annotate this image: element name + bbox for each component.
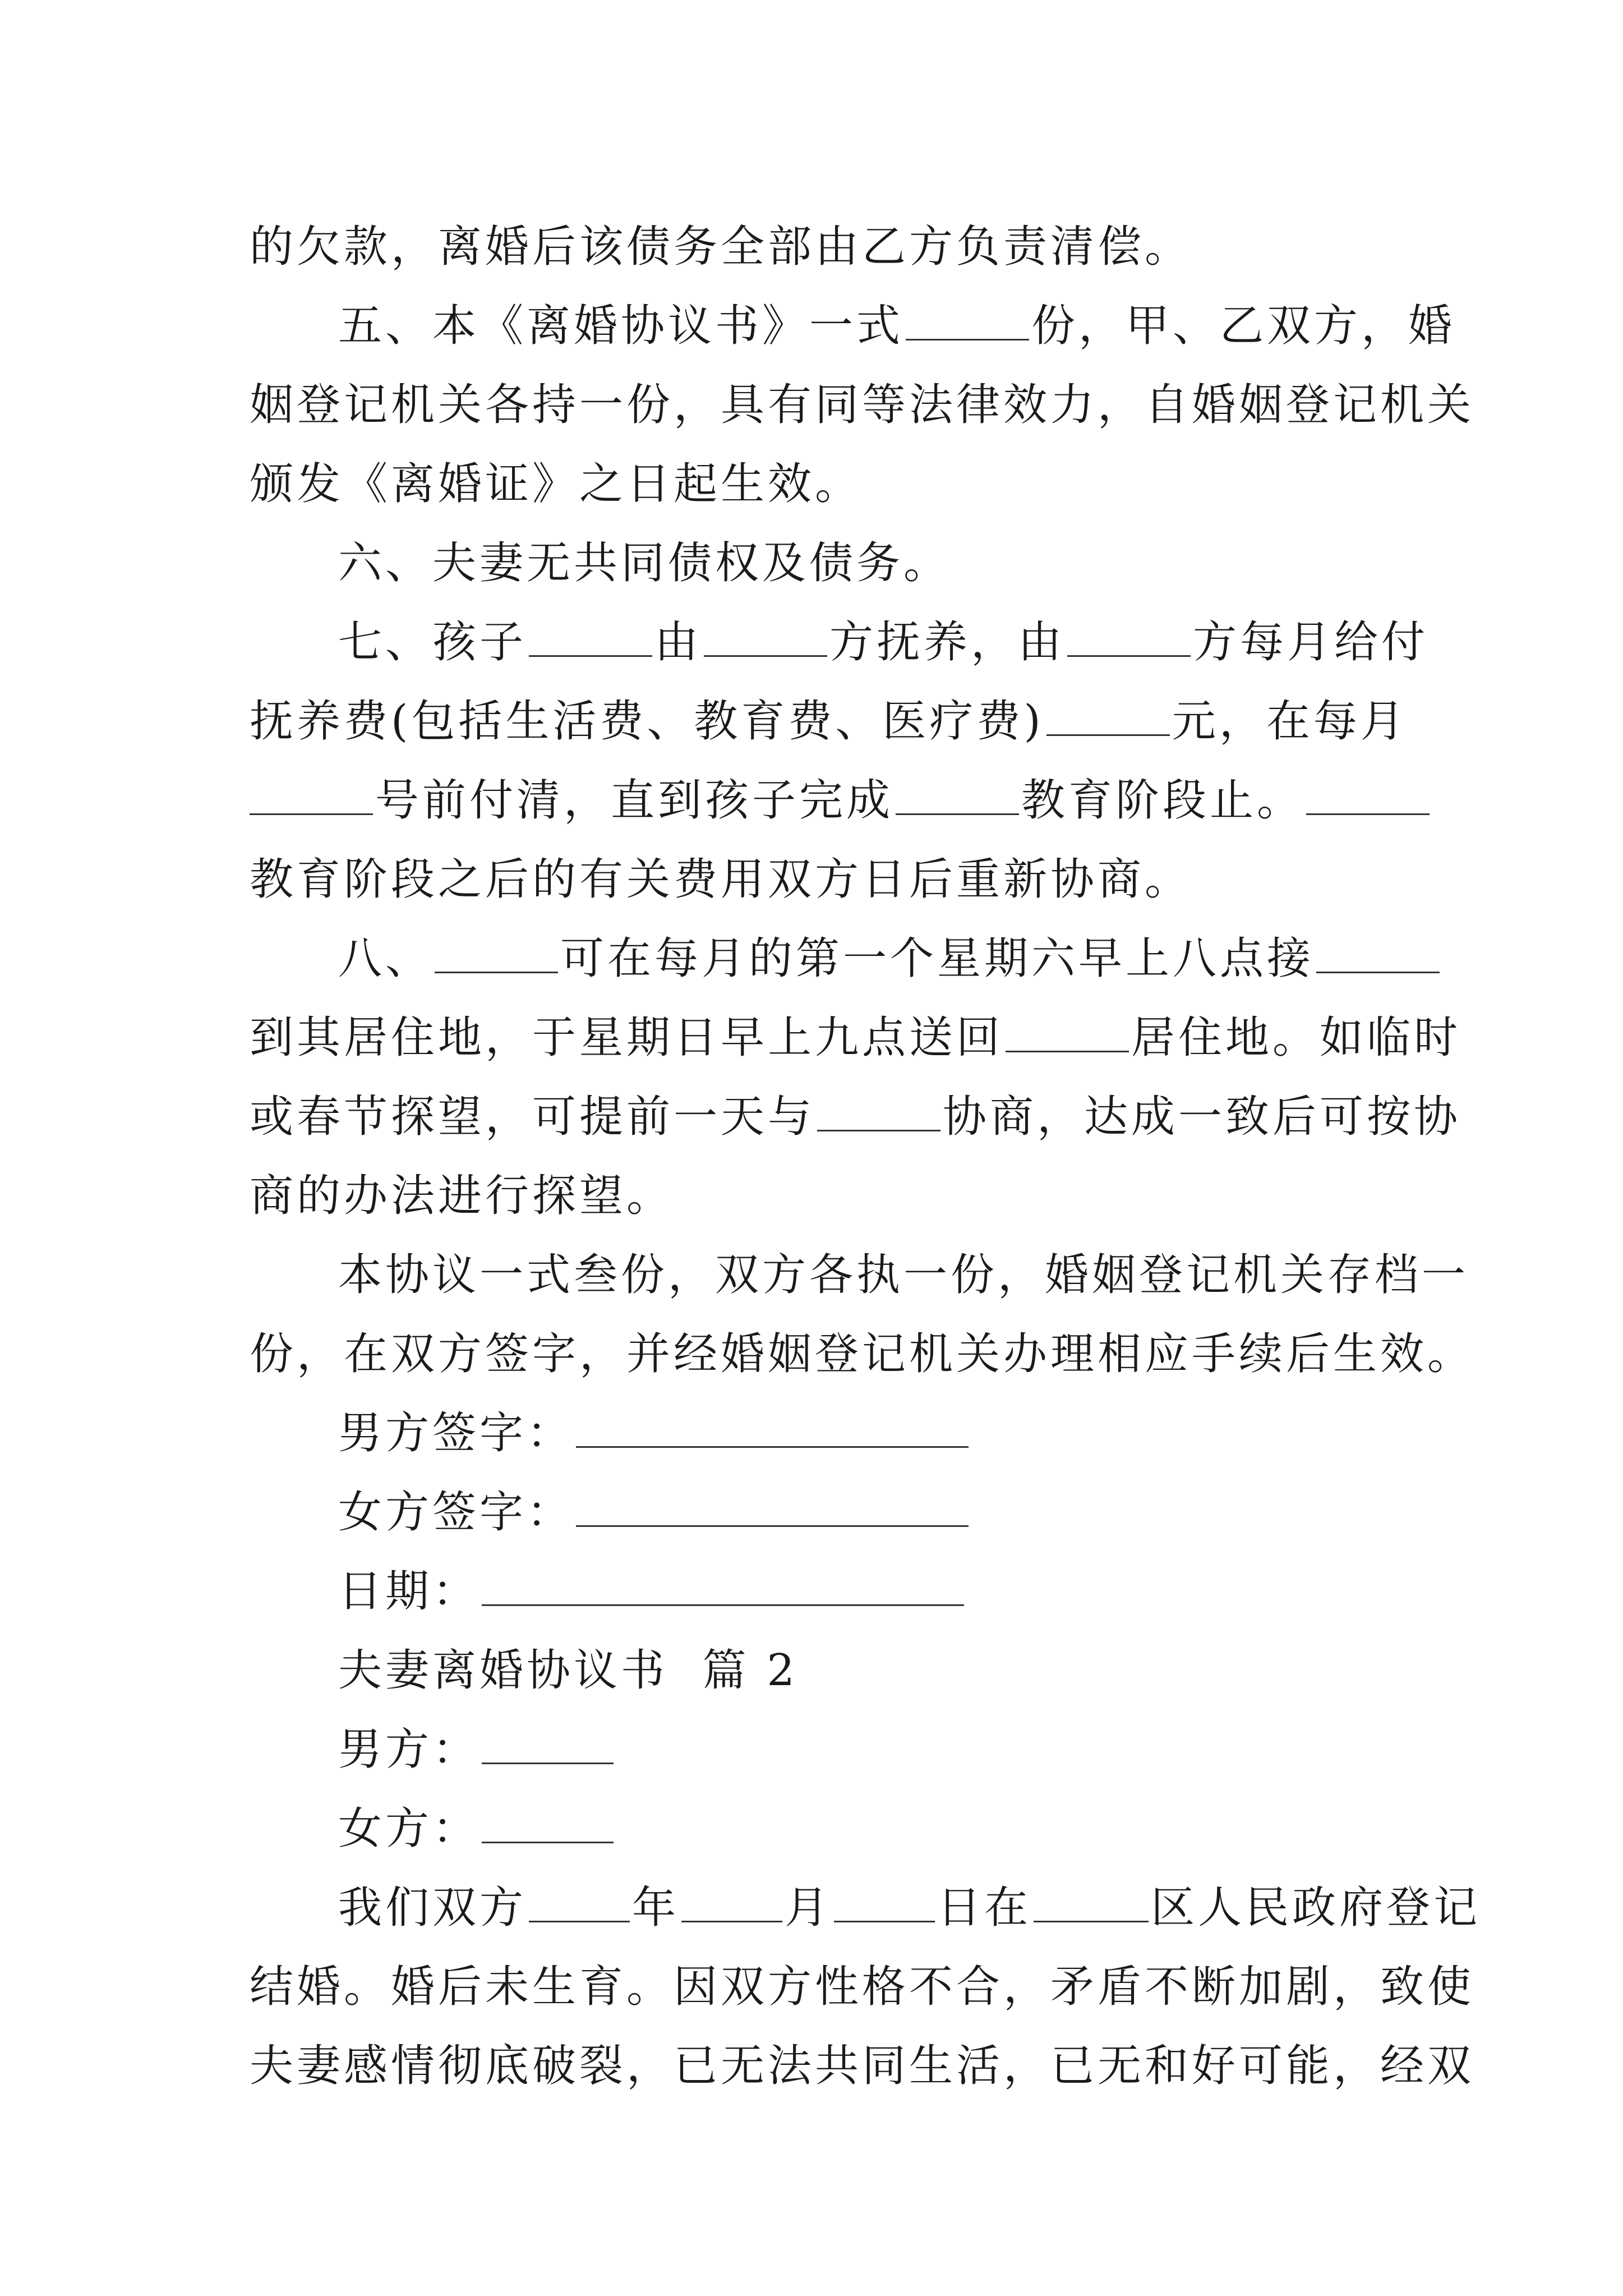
paragraph-line (250, 1236, 1469, 1315)
fill-blank[interactable] (1316, 928, 1440, 973)
paragraph-text: 颁发《离婚证》之日起生效。 (250, 459, 863, 509)
paragraph-line (250, 1869, 1481, 1948)
female-signature-field[interactable] (576, 1481, 969, 1527)
paragraph-text: 号前付清，直到孩子完成 (375, 775, 894, 826)
paragraph-text: 八、 (338, 933, 433, 984)
fill-blank[interactable] (529, 611, 652, 657)
fill-blank[interactable] (435, 928, 558, 973)
paragraph-text: 教育阶段之后的有关费用双方日后重新协商。 (250, 854, 1192, 905)
male-name-field[interactable] (482, 1719, 614, 1764)
male-label: 男方： (338, 1724, 480, 1775)
paragraph-text: 五、本《离婚协议书》一式 (338, 301, 904, 351)
paragraph-text: 我们双方 (338, 1883, 527, 1933)
paragraph-line (250, 1157, 1382, 1236)
fill-blank[interactable] (1046, 691, 1170, 736)
female-name-field[interactable] (482, 1798, 614, 1843)
paragraph-text: 年 (632, 1883, 680, 1933)
paragraph-text: 份，甲、乙双方，婚 (1031, 301, 1456, 351)
paragraph-line (250, 603, 1429, 682)
paragraph-text: 份，在双方签字，并经婚姻登记机关办理相应手续后生效。 (250, 1329, 1475, 1379)
section-title: 夫妻离婚协议书 篇 2 (338, 1645, 799, 1696)
paragraph-line (250, 2027, 1475, 2106)
fill-blank[interactable] (1067, 611, 1191, 657)
male-line (250, 1710, 1382, 1789)
male-signature-line (250, 1394, 1382, 1473)
paragraph-text: 的欠款，离婚后该债务全部由乙方负责清偿。 (250, 222, 1192, 272)
fill-blank[interactable] (704, 611, 827, 657)
paragraph-line (250, 682, 1408, 761)
paragraph-text: 商的办法进行探望。 (250, 1171, 674, 1221)
paragraph-text: 教育阶段止。 (1021, 775, 1304, 826)
female-signature-line (250, 1473, 1382, 1552)
paragraph-text: 日在 (937, 1883, 1032, 1933)
year-blank[interactable] (529, 1877, 630, 1922)
paragraph-line (250, 999, 1461, 1078)
paragraph-line (250, 287, 1456, 366)
paragraph-line (250, 1315, 1475, 1394)
paragraph-text: 本协议一式叁份，双方各执一份，婚姻登记机关存档一 (338, 1250, 1469, 1300)
paragraph-text: 六、夫妻无共同债权及债务。 (338, 538, 951, 588)
female-signature-label: 女方签字： (338, 1487, 574, 1538)
paragraph-text: 元，在每月 (1172, 696, 1408, 747)
paragraph-text: 月 (785, 1883, 832, 1933)
male-signature-label: 男方签字： (338, 1408, 574, 1458)
document-page (250, 208, 1481, 2106)
date-line (250, 1552, 1382, 1631)
fill-blank[interactable] (817, 1086, 940, 1131)
fill-blank[interactable] (906, 295, 1029, 341)
female-line (250, 1789, 1382, 1869)
paragraph-line (250, 524, 1382, 603)
paragraph-line (250, 840, 1382, 919)
district-blank[interactable] (1034, 1877, 1149, 1922)
fill-blank[interactable] (1006, 1007, 1129, 1052)
paragraph-text: 可在每月的第一个星期六早上八点接 (560, 933, 1315, 984)
paragraph-line (250, 366, 1475, 445)
paragraph-line (250, 445, 1382, 524)
paragraph-text: 方抚养，由 (829, 617, 1066, 668)
paragraph-text: 七、孩子 (338, 617, 527, 668)
male-signature-field[interactable] (576, 1402, 969, 1448)
section-title-line (250, 1631, 1382, 1710)
paragraph-line (250, 1078, 1461, 1157)
paragraph-text: 夫妻感情彻底破裂，已无法共同生活，已无和好可能，经双 (250, 2041, 1475, 2091)
date-label: 日期： (338, 1566, 480, 1617)
paragraph-text: 居住地。如临时 (1131, 1013, 1461, 1063)
paragraph-text: 方每月给付 (1193, 617, 1429, 668)
paragraph-line (250, 761, 1382, 840)
day-blank[interactable] (834, 1877, 935, 1922)
paragraph-text: 姻登记机关各持一份，具有同等法律效力，自婚姻登记机关 (250, 380, 1475, 430)
paragraph-line (250, 1948, 1475, 2027)
paragraph-text: 区人民政府登记 (1151, 1883, 1481, 1933)
paragraph-text: 到其居住地，于星期日早上九点送回 (250, 1013, 1004, 1063)
paragraph-text: 由 (654, 617, 702, 668)
paragraph-line (250, 208, 1382, 287)
fill-blank[interactable] (250, 770, 373, 815)
paragraph-text: 结婚。婚后未生育。因双方性格不合，矛盾不断加剧，致使 (250, 1962, 1475, 2012)
month-blank[interactable] (681, 1877, 782, 1922)
paragraph-text: 抚养费(包括生活费、教育费、医疗费) (250, 696, 1044, 747)
fill-blank[interactable] (1306, 770, 1430, 815)
paragraph-text: 协商，达成一致后可按协 (943, 1092, 1461, 1142)
date-field[interactable] (482, 1561, 964, 1606)
female-label: 女方： (338, 1803, 480, 1854)
paragraph-text: 或春节探望，可提前一天与 (250, 1092, 815, 1142)
fill-blank[interactable] (896, 770, 1019, 815)
paragraph-line (250, 919, 1382, 999)
